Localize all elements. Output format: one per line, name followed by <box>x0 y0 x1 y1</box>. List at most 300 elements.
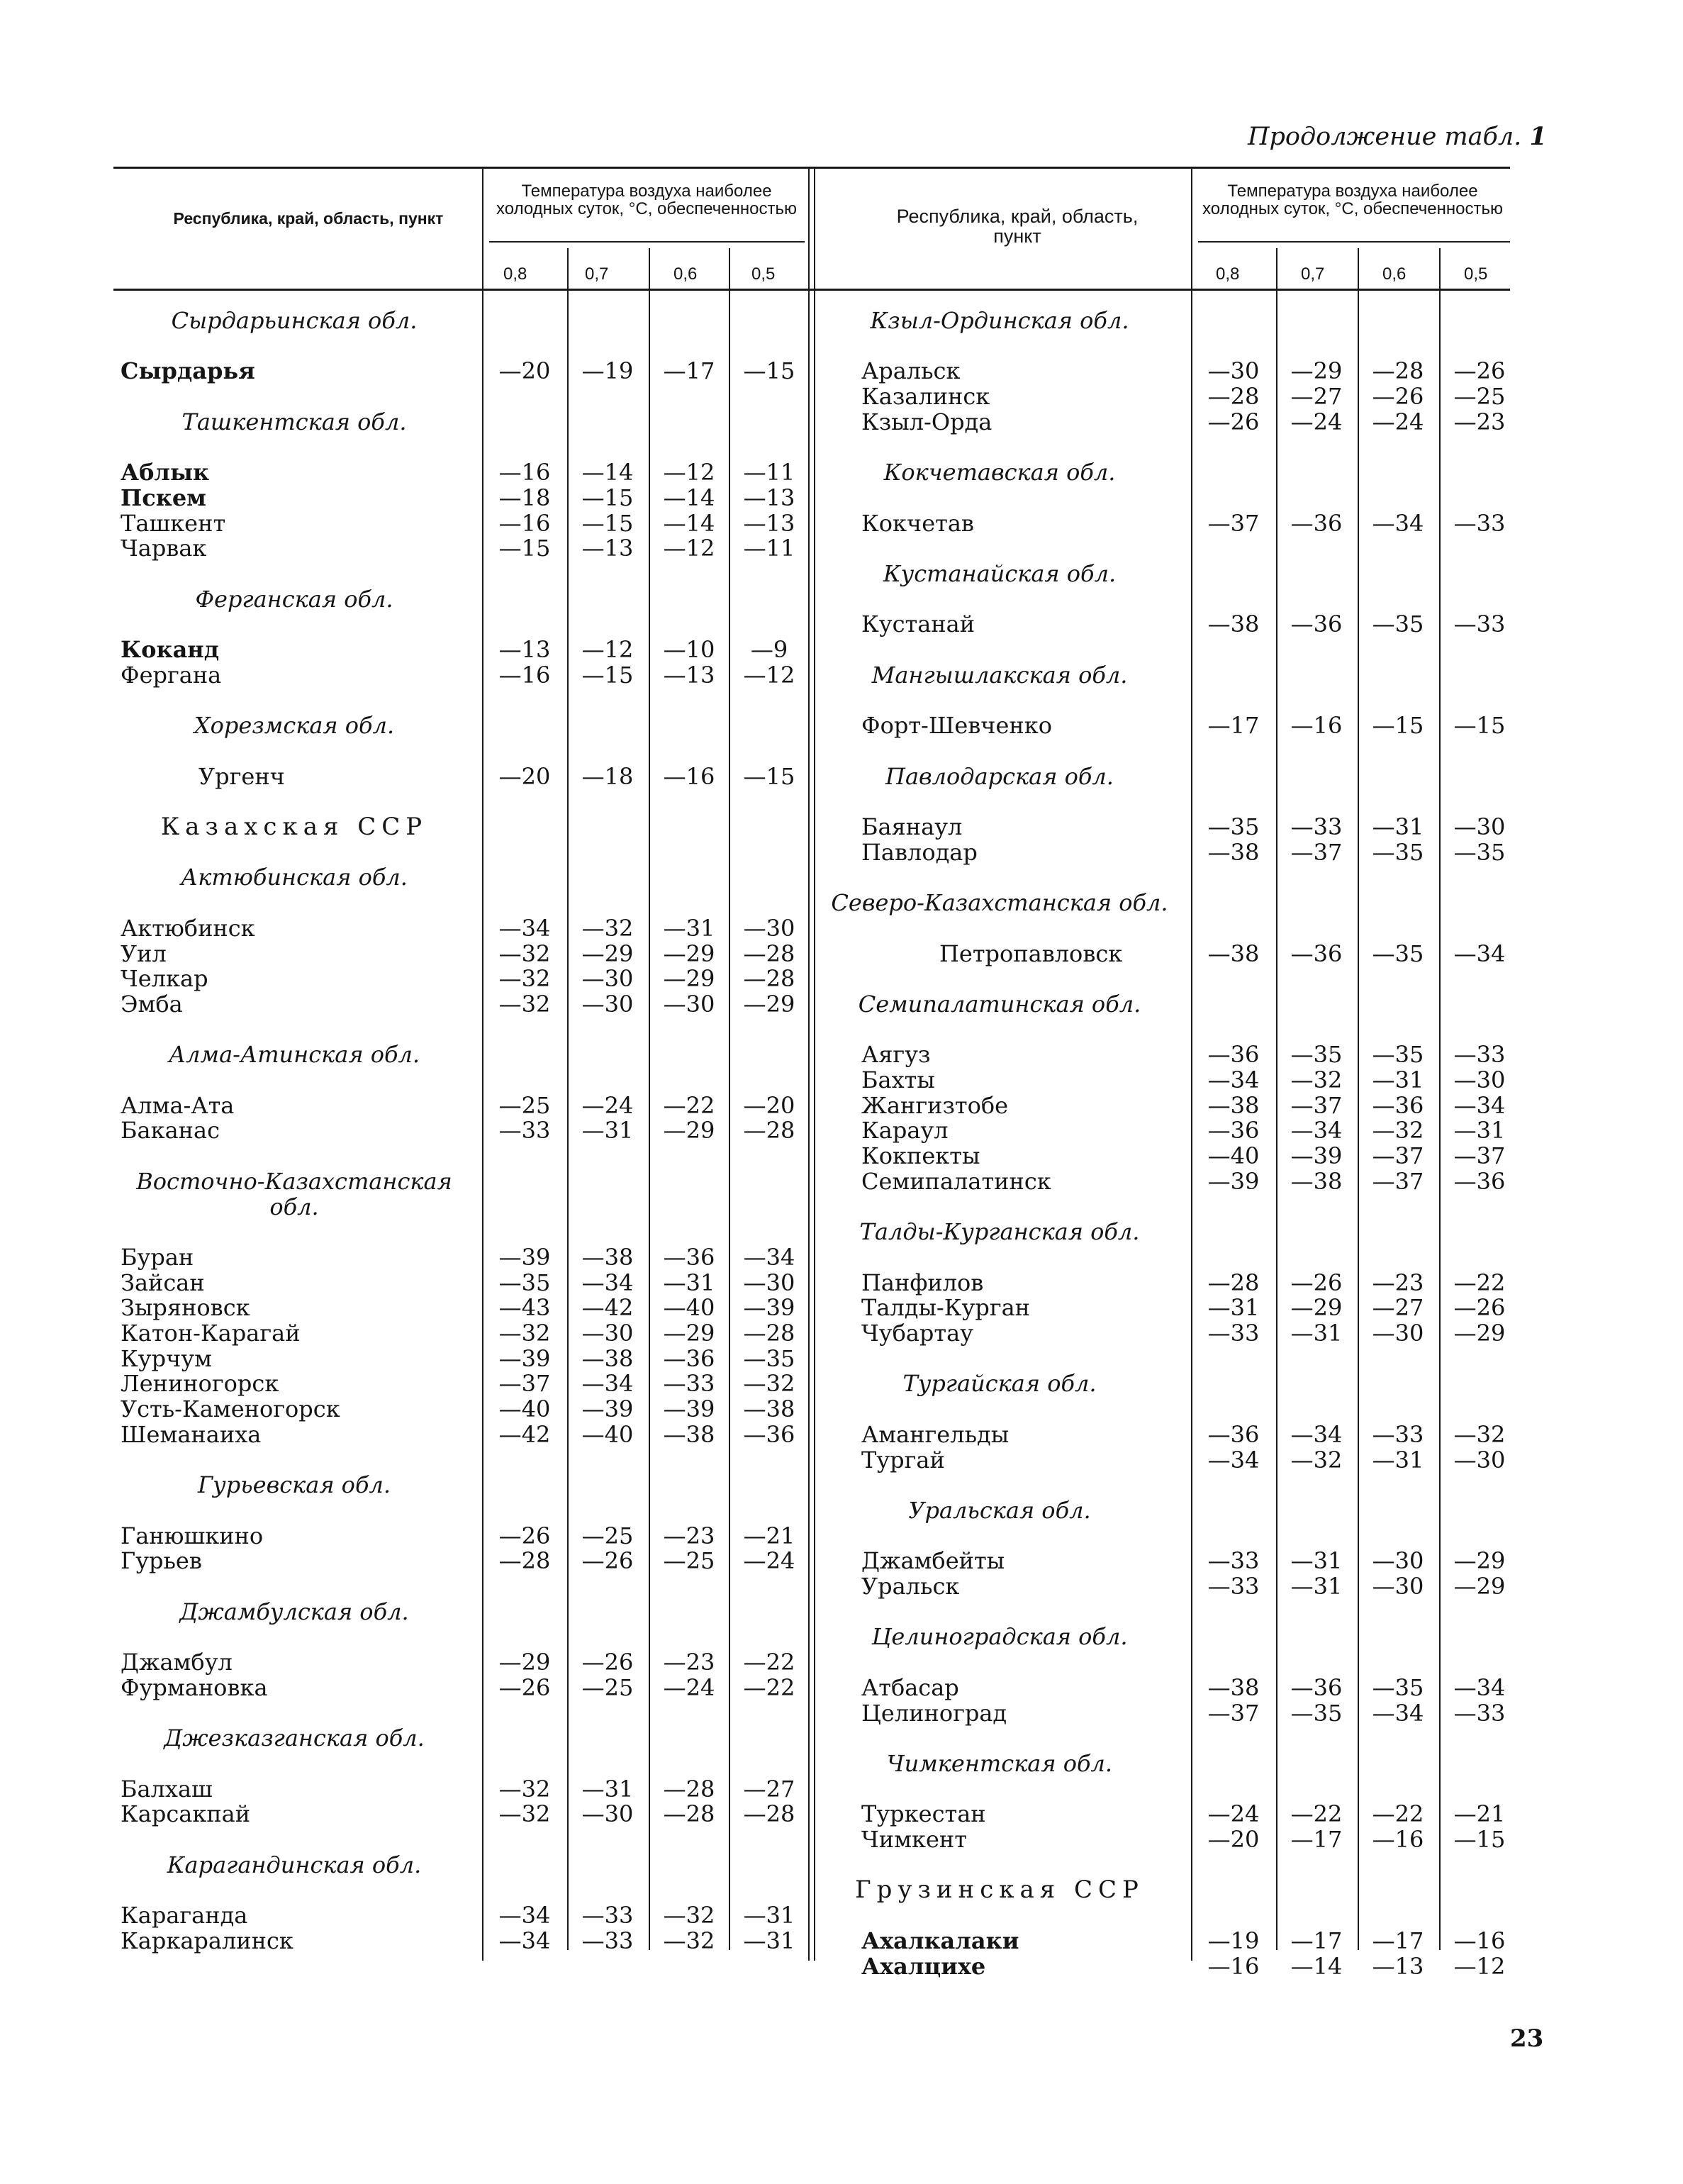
temperature-value: —26 <box>1207 408 1260 435</box>
region-heading: Актюбинская обл. <box>181 864 408 891</box>
station-name: Туркестан <box>861 1800 986 1828</box>
temperature-value: —32 <box>663 1927 715 1954</box>
temperature-value: —35 <box>1372 940 1424 967</box>
temperature-value: —36 <box>1207 1117 1260 1144</box>
temperature-value: —39 <box>581 1395 634 1423</box>
temperature-value: —12 <box>1453 1952 1506 1980</box>
temperature-value: —30 <box>1453 813 1506 840</box>
station-name: Катон-Карагай <box>121 1320 301 1347</box>
temperature-value: —23 <box>1453 408 1506 435</box>
left-temp-caption: Температура воздуха наиболее холодных суток, °С, обеспеченностью <box>496 182 797 218</box>
temperature-value: —31 <box>743 1927 795 1954</box>
temperature-value: —15 <box>581 509 634 537</box>
temperature-value: —33 <box>581 1902 634 1929</box>
temperature-value: —22 <box>663 1091 715 1119</box>
temperature-value: —13 <box>663 661 715 689</box>
temperature-value: —15 <box>1372 712 1424 740</box>
temperature-value: —34 <box>1453 1673 1506 1701</box>
station-name: Атбасар <box>861 1673 959 1701</box>
temperature-value: —32 <box>663 1902 715 1929</box>
temperature-value: —28 <box>743 1800 795 1828</box>
temperature-value: —29 <box>1290 1294 1343 1322</box>
temperature-value: —13 <box>1372 1952 1424 1980</box>
temperature-value: —10 <box>663 636 715 664</box>
temperature-value: —34 <box>498 1927 551 1954</box>
station-name: Карсакпай <box>121 1800 251 1828</box>
temperature-value: —19 <box>581 357 634 385</box>
temperature-value: —34 <box>1453 940 1506 967</box>
temperature-value: —20 <box>498 357 551 385</box>
station-name: Зайсан <box>121 1269 205 1296</box>
right-name-divider <box>1191 167 1192 1961</box>
station-name: Алма-Ата <box>121 1091 235 1119</box>
temperature-value: —15 <box>743 357 795 385</box>
station-name: Усть-Каменогорск <box>121 1395 340 1423</box>
region-heading: Чимкентская обл. <box>886 1749 1113 1777</box>
temperature-value: —12 <box>663 459 715 486</box>
temperature-value: —28 <box>663 1775 715 1803</box>
temperature-value: —12 <box>743 661 795 689</box>
temperature-value: —32 <box>498 965 551 993</box>
temperature-value: —31 <box>1372 1066 1424 1093</box>
temperature-value: —31 <box>1372 1446 1424 1473</box>
center-double-rule-a <box>808 167 810 1961</box>
region-heading: Кзыл-Ординская обл. <box>870 307 1129 334</box>
temperature-value: —22 <box>1453 1269 1506 1296</box>
region-heading: Джезказганская обл. <box>164 1725 425 1752</box>
temperature-value: —24 <box>663 1673 715 1701</box>
station-name: Фурмановка <box>121 1673 268 1701</box>
temperature-value: —15 <box>1453 1826 1506 1853</box>
temperature-value: —24 <box>743 1547 795 1575</box>
region-heading: Алма-Атинская обл. <box>168 1041 420 1069</box>
station-name: Павлодар <box>861 838 978 866</box>
temperature-value: —25 <box>581 1522 634 1549</box>
temperature-value: —9 <box>750 636 788 664</box>
top-rule <box>113 167 1510 169</box>
temperature-value: —29 <box>663 1320 715 1347</box>
temperature-value: —35 <box>1290 1699 1343 1727</box>
temperature-value: —23 <box>663 1522 715 1549</box>
temp-caption-rule-left <box>489 241 805 243</box>
temperature-value: —34 <box>1290 1420 1343 1448</box>
temperature-value: —39 <box>1290 1142 1343 1170</box>
region-heading: Уральская обл. <box>908 1496 1091 1524</box>
station-name: Целиноград <box>861 1699 1007 1727</box>
temperature-value: —37 <box>1372 1142 1424 1170</box>
temperature-value: —26 <box>498 1673 551 1701</box>
page-number: 23 <box>1510 2024 1544 2053</box>
table-number: 1 <box>1529 122 1547 151</box>
temperature-value: —17 <box>1372 1927 1424 1954</box>
station-name: Аягуз <box>861 1041 931 1069</box>
temperature-value: —13 <box>498 636 551 664</box>
temperature-value: —22 <box>743 1649 795 1676</box>
temperature-value: —19 <box>1207 1927 1260 1954</box>
left-prob-07: 0,7 <box>585 264 609 284</box>
republic-heading: Казахская ССР <box>160 813 428 841</box>
temperature-value: —30 <box>1372 1573 1424 1600</box>
temperature-value: —32 <box>743 1370 795 1398</box>
temperature-value: —38 <box>1207 838 1260 866</box>
temperature-value: —36 <box>1290 940 1343 967</box>
temperature-value: —33 <box>1453 509 1506 537</box>
temperature-value: —29 <box>498 1649 551 1676</box>
temperature-value: —36 <box>1290 509 1343 537</box>
temperature-value: —23 <box>1372 1269 1424 1296</box>
temperature-value: —33 <box>1372 1420 1424 1448</box>
temperature-value: —26 <box>1372 383 1424 411</box>
station-name: Джамбейты <box>861 1547 1005 1575</box>
station-name: Чарвак <box>121 535 207 562</box>
republic-heading: Грузинская ССР <box>855 1876 1144 1905</box>
station-name: Буран <box>121 1243 194 1271</box>
temperature-value: —25 <box>1453 383 1506 411</box>
temperature-value: —36 <box>1207 1420 1260 1448</box>
region-heading: Мангышлакская обл. <box>871 661 1128 689</box>
station-name: Ахалкалаки <box>861 1927 1019 1954</box>
temperature-value: —21 <box>1453 1800 1506 1828</box>
temperature-value: —30 <box>581 1800 634 1828</box>
temperature-value: —27 <box>743 1775 795 1803</box>
right-prob-05: 0,5 <box>1464 264 1488 284</box>
temperature-value: —37 <box>1207 1699 1260 1727</box>
station-name: Талды-Курган <box>861 1294 1030 1322</box>
right-temp-caption: Температура воздуха наиболее холодных суток, °С, обеспеченностью <box>1202 182 1503 218</box>
region-heading: Хорезмская обл. <box>194 712 395 740</box>
temperature-value: —29 <box>663 1117 715 1144</box>
station-name: Форт-Шевченко <box>861 712 1052 740</box>
temperature-value: —33 <box>1207 1547 1260 1575</box>
station-name: Панфилов <box>861 1269 984 1296</box>
temperature-value: —36 <box>1207 1041 1260 1069</box>
region-heading: Ферганская обл. <box>195 585 393 613</box>
temperature-value: —16 <box>1207 1952 1260 1980</box>
temperature-value: —16 <box>498 661 551 689</box>
temperature-value: —30 <box>1453 1446 1506 1473</box>
temperature-value: —38 <box>663 1420 715 1448</box>
station-name: Зыряновск <box>121 1294 250 1322</box>
station-name: Курчум <box>121 1344 212 1372</box>
temperature-value: —38 <box>1207 940 1260 967</box>
station-name: Балхаш <box>121 1775 213 1803</box>
region-heading: Гурьевская обл. <box>197 1471 391 1499</box>
temperature-value: —16 <box>498 509 551 537</box>
temperature-value: —35 <box>1453 838 1506 866</box>
station-name: Баканас <box>121 1117 220 1144</box>
temperature-value: —20 <box>743 1091 795 1119</box>
temperature-value: —16 <box>1453 1927 1506 1954</box>
temperature-value: —30 <box>1372 1320 1424 1347</box>
temperature-value: —15 <box>498 535 551 562</box>
station-name: Уральск <box>861 1573 960 1600</box>
temperature-value: —31 <box>1453 1117 1506 1144</box>
temperature-value: —31 <box>581 1117 634 1144</box>
temperature-value: —32 <box>1372 1117 1424 1144</box>
station-name: Амангельды <box>861 1420 1010 1448</box>
temperature-value: —15 <box>581 661 634 689</box>
temperature-value: —42 <box>498 1420 551 1448</box>
temperature-value: —33 <box>663 1370 715 1398</box>
temperature-value: —33 <box>1207 1573 1260 1600</box>
temperature-value: —35 <box>1207 813 1260 840</box>
station-name: Коканд <box>121 636 220 664</box>
station-name: Аральск <box>861 357 961 385</box>
station-name: Эмба <box>121 990 183 1018</box>
station-name: Ахалцихе <box>861 1952 986 1980</box>
temperature-value: —33 <box>1453 1699 1506 1727</box>
temperature-value: —40 <box>663 1294 715 1322</box>
temperature-value: —28 <box>1372 357 1424 385</box>
temperature-value: —26 <box>581 1547 634 1575</box>
station-name: Петропавловск <box>939 940 1123 967</box>
station-name: Актюбинск <box>121 914 255 942</box>
region-heading: Талды-Курганская обл. <box>859 1218 1140 1246</box>
temperature-value: —39 <box>498 1243 551 1271</box>
temperature-value: —14 <box>1290 1952 1343 1980</box>
temperature-value: —24 <box>581 1091 634 1119</box>
station-name: Баянаул <box>861 813 963 840</box>
temperature-value: —35 <box>1290 1041 1343 1069</box>
station-name: Ургенч <box>199 762 285 790</box>
temperature-value: —39 <box>498 1344 551 1372</box>
temperature-value: —26 <box>498 1522 551 1549</box>
left-column-header: Республика, край, область, пункт <box>173 209 444 228</box>
temperature-value: —21 <box>743 1522 795 1549</box>
station-name: Фергана <box>121 661 222 689</box>
station-name: Кустанай <box>861 611 975 638</box>
temperature-value: —11 <box>743 459 795 486</box>
temperature-value: —32 <box>498 1800 551 1828</box>
region-heading: Целиноградская обл. <box>871 1623 1128 1651</box>
temperature-value: —16 <box>1372 1826 1424 1853</box>
temperature-value: —32 <box>498 1775 551 1803</box>
temperature-value: —37 <box>1453 1142 1506 1170</box>
temperature-value: —20 <box>1207 1826 1260 1853</box>
temperature-value: —29 <box>1453 1547 1506 1575</box>
temperature-value: —29 <box>1453 1573 1506 1600</box>
temperature-value: —32 <box>498 940 551 967</box>
temperature-value: —30 <box>1372 1547 1424 1575</box>
temperature-value: —26 <box>1453 1294 1506 1322</box>
region-heading: Джамбулская обл. <box>179 1598 409 1625</box>
temperature-value: —29 <box>663 940 715 967</box>
temperature-value: —31 <box>1290 1547 1343 1575</box>
region-heading: Кустанайская обл. <box>883 560 1117 587</box>
temperature-value: —30 <box>1207 357 1260 385</box>
temperature-value: —17 <box>663 357 715 385</box>
temperature-value: —36 <box>1290 611 1343 638</box>
temperature-value: —28 <box>1207 1269 1260 1296</box>
left-prob-05: 0,5 <box>751 264 776 284</box>
right-prob-06: 0,6 <box>1382 264 1407 284</box>
temperature-value: —30 <box>581 990 634 1018</box>
header-bottom-rule <box>113 289 1510 291</box>
temperature-value: —34 <box>581 1269 634 1296</box>
temperature-value: —18 <box>581 762 634 790</box>
temperature-value: —30 <box>581 965 634 993</box>
temperature-value: —31 <box>581 1775 634 1803</box>
temperature-value: —42 <box>581 1294 634 1322</box>
temperature-value: —35 <box>498 1269 551 1296</box>
temperature-value: —43 <box>498 1294 551 1322</box>
temperature-value: —36 <box>743 1420 795 1448</box>
right-column-header: Республика, край, область, пункт <box>896 206 1139 247</box>
temperature-value: —32 <box>498 1320 551 1347</box>
temperature-value: —37 <box>1372 1167 1424 1195</box>
station-name: Каркаралинск <box>121 1927 293 1954</box>
temperature-value: —32 <box>1290 1066 1343 1093</box>
temperature-value: —29 <box>1453 1320 1506 1347</box>
temperature-value: —14 <box>663 484 715 511</box>
temperature-value: —26 <box>581 1649 634 1676</box>
temperature-value: —15 <box>1453 712 1506 740</box>
temperature-value: —18 <box>498 484 551 511</box>
temperature-value: —39 <box>743 1294 795 1322</box>
temperature-value: —40 <box>581 1420 634 1448</box>
temperature-value: —37 <box>1290 1091 1343 1119</box>
temperature-value: —35 <box>1372 1041 1424 1069</box>
temperature-value: —32 <box>1453 1420 1506 1448</box>
temperature-value: —31 <box>663 1269 715 1296</box>
temperature-value: —11 <box>743 535 795 562</box>
station-name: Ганюшкино <box>121 1522 264 1549</box>
station-name: Чимкент <box>861 1826 967 1853</box>
station-name: Джамбул <box>121 1649 233 1676</box>
station-name: Кокчетав <box>861 509 974 537</box>
temperature-value: —33 <box>498 1117 551 1144</box>
temperature-value: —17 <box>1207 712 1260 740</box>
temperature-value: —23 <box>663 1649 715 1676</box>
temperature-value: —34 <box>1207 1446 1260 1473</box>
temperature-value: —13 <box>743 509 795 537</box>
temperature-value: —30 <box>743 1269 795 1296</box>
temperature-value: —28 <box>743 1117 795 1144</box>
temperature-value: —17 <box>1290 1826 1343 1853</box>
temperature-value: —30 <box>581 1320 634 1347</box>
left-prob-08: 0,8 <box>503 264 527 284</box>
temperature-value: —38 <box>1207 1091 1260 1119</box>
temperature-value: —33 <box>1207 1320 1260 1347</box>
temperature-value: —34 <box>1453 1091 1506 1119</box>
station-name: Сырдарья <box>121 357 255 385</box>
temperature-value: —34 <box>1290 1117 1343 1144</box>
station-name: Семипалатинск <box>861 1167 1051 1195</box>
station-name: Чубартау <box>861 1320 973 1347</box>
temperature-value: —29 <box>1290 357 1343 385</box>
temperature-value: —40 <box>498 1395 551 1423</box>
temperature-value: —30 <box>743 914 795 942</box>
temperature-value: —35 <box>1372 838 1424 866</box>
temperature-value: —34 <box>743 1243 795 1271</box>
temperature-value: —33 <box>1290 813 1343 840</box>
temperature-value: —31 <box>1372 813 1424 840</box>
temperature-value: —34 <box>498 1902 551 1929</box>
temperature-value: —17 <box>1290 1927 1343 1954</box>
temperature-value: —37 <box>498 1370 551 1398</box>
temperature-value: —28 <box>743 940 795 967</box>
temperature-value: —37 <box>1290 838 1343 866</box>
temperature-value: —29 <box>663 965 715 993</box>
center-double-rule-b <box>814 167 815 1961</box>
station-name: Шеманаиха <box>121 1420 262 1448</box>
region-heading: Карагандинская обл. <box>167 1851 422 1878</box>
temperature-value: —22 <box>1372 1800 1424 1828</box>
temperature-value: —31 <box>1290 1320 1343 1347</box>
temperature-value: —15 <box>743 762 795 790</box>
temperature-value: —25 <box>581 1673 634 1701</box>
temperature-value: —31 <box>1290 1573 1343 1600</box>
station-name: Жангизтобе <box>861 1091 1009 1119</box>
temperature-value: —33 <box>1453 1041 1506 1069</box>
temperature-value: —40 <box>1207 1142 1260 1170</box>
temperature-value: —34 <box>1372 509 1424 537</box>
temperature-value: —13 <box>581 535 634 562</box>
temperature-value: —27 <box>1372 1294 1424 1322</box>
continuation-text: Продолжение табл. <box>1248 123 1522 151</box>
temperature-value: —24 <box>1207 1800 1260 1828</box>
station-name: Казалинск <box>861 383 990 411</box>
temperature-value: —13 <box>743 484 795 511</box>
temperature-value: —15 <box>581 484 634 511</box>
region-heading: Северо-Казахстанская обл. <box>831 889 1168 917</box>
temperature-value: —30 <box>1453 1066 1506 1093</box>
temperature-value: —34 <box>498 914 551 942</box>
station-name: Тургай <box>861 1446 945 1473</box>
temperature-value: —36 <box>663 1243 715 1271</box>
temperature-value: —20 <box>498 762 551 790</box>
station-name: Уил <box>121 940 167 967</box>
temperature-value: —36 <box>1453 1167 1506 1195</box>
station-name: Гурьев <box>121 1547 202 1575</box>
station-name: Караул <box>861 1117 949 1144</box>
temperature-value: —32 <box>498 990 551 1018</box>
temp-caption-rule-right <box>1198 241 1510 243</box>
station-name: Кзыл-Орда <box>861 408 993 435</box>
station-name: Кокпекты <box>861 1142 980 1170</box>
region-heading: Сырдарьинская обл. <box>171 307 418 334</box>
station-name: Караганда <box>121 1902 248 1929</box>
station-name: Челкар <box>121 965 208 993</box>
temperature-value: —36 <box>663 1344 715 1372</box>
temperature-value: —35 <box>743 1344 795 1372</box>
temperature-value: —16 <box>498 459 551 486</box>
temperature-value: —33 <box>1453 611 1506 638</box>
left-prob-06: 0,6 <box>673 264 698 284</box>
temperature-value: —34 <box>1207 1066 1260 1093</box>
temperature-value: —16 <box>1290 712 1343 740</box>
temperature-value: —37 <box>1207 509 1260 537</box>
temperature-value: —38 <box>743 1395 795 1423</box>
region-heading-line2: обл. <box>269 1193 319 1220</box>
data-table <box>113 167 1510 1980</box>
temperature-value: —38 <box>1290 1167 1343 1195</box>
region-heading: Тургайская обл. <box>902 1370 1097 1398</box>
temperature-value: —16 <box>663 762 715 790</box>
temperature-value: —39 <box>1207 1167 1260 1195</box>
temperature-value: —38 <box>1207 611 1260 638</box>
right-prob-07: 0,7 <box>1301 264 1325 284</box>
temperature-value: —38 <box>581 1344 634 1372</box>
station-name: Бахты <box>861 1066 935 1093</box>
temperature-value: —27 <box>1290 383 1343 411</box>
temperature-value: —31 <box>1207 1294 1260 1322</box>
station-name: Аблык <box>121 459 210 486</box>
temperature-value: —35 <box>1372 611 1424 638</box>
temperature-value: —32 <box>581 914 634 942</box>
station-name: Лениногорск <box>121 1370 279 1398</box>
temperature-value: —31 <box>743 1902 795 1929</box>
